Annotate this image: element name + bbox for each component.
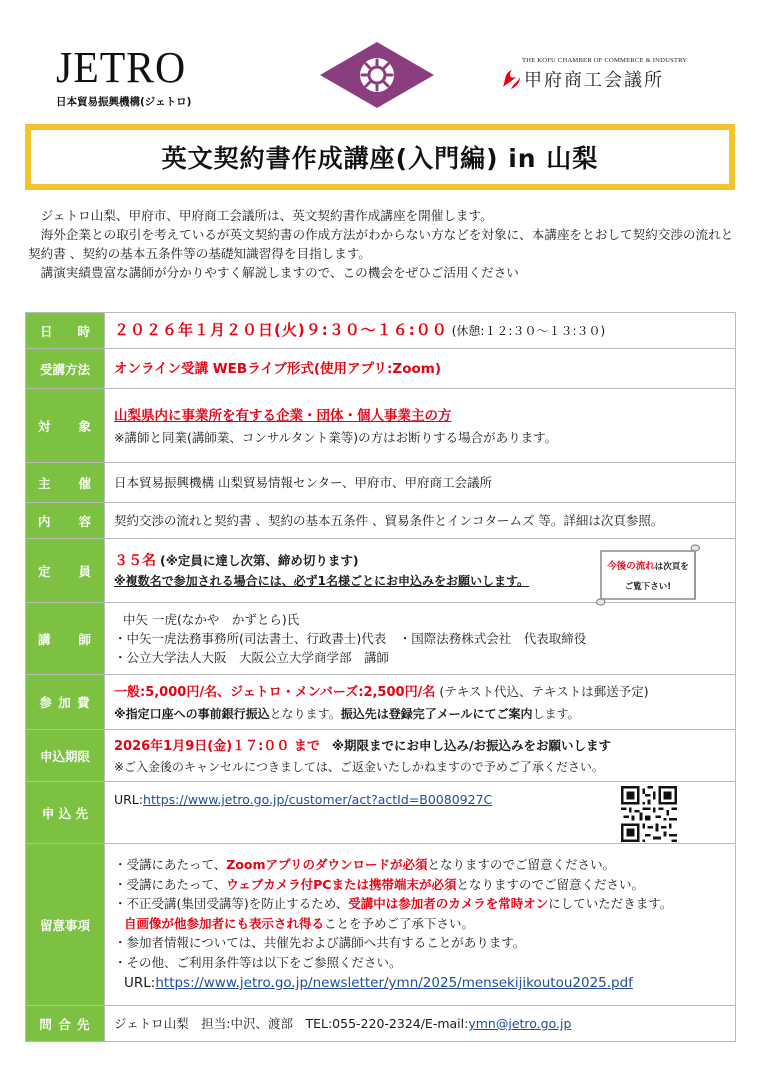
intro-paragraph: 講演実績豊富な講師が分かりやすく解説しますので、この機会をぜひご活用ください <box>40 265 519 280</box>
capacity-count: ３５名 <box>114 553 156 569</box>
label-capacity: 定 員 <box>26 539 105 603</box>
page-title: 英文契約書作成講座(入門編) in 山梨 <box>161 144 599 173</box>
row-lecturer <box>26 603 736 675</box>
label-apply: 申 込 先 <box>26 782 105 844</box>
label-datetime: 日 時 <box>26 313 105 349</box>
kofu-chamber-mark-icon <box>500 67 522 91</box>
row-method <box>26 349 736 389</box>
row-datetime <box>26 313 736 349</box>
organizer-value: 日本貿易振興機構 山梨貿易情報センター、甲府市、甲府商工会議所 <box>105 463 736 503</box>
row-apply <box>26 782 736 844</box>
note-url-prefix: URL: <box>124 975 156 991</box>
row-deadline <box>26 730 736 782</box>
scroll-note-line1b: は次頁を <box>654 562 689 572</box>
row-target <box>26 389 736 463</box>
note-emphasis: 受講中は参加者のカメラを常時オン <box>348 896 549 911</box>
jetro-logo-subtitle: 日本貿易振興機構(ジェトロ) <box>56 96 192 108</box>
fee-price: 一般:5,000円/名、ジェトロ・メンバーズ:2,500円/名 <box>114 685 436 700</box>
contact-text: ジェトロ山梨 担当:中沢、渡部 TEL:055-220-2324/E-mail: <box>114 1016 469 1031</box>
lecturer-affiliation: ・公立大学法人大阪 大阪公立大学商学部 講師 <box>114 650 390 665</box>
label-fee: 参 加 費 <box>26 675 105 730</box>
label-notes: 留意事項 <box>26 844 105 1006</box>
target-main: 山梨県内に事業所を有する企業・団体・個人事業主の方 <box>114 408 452 424</box>
note-url-line <box>114 972 726 994</box>
note-emphasis: Zoomアプリのダウンロードが必須 <box>226 857 428 872</box>
info-table <box>25 312 736 1042</box>
label-lecturer: 講 師 <box>26 603 105 675</box>
scroll-note-line1: 今後の流れ <box>607 561 655 572</box>
intro-text <box>28 206 734 282</box>
fee-payment-info: 振込先は登録完了メールにてご案内 <box>340 707 533 721</box>
intro-paragraph: ジェトロ山梨、甲府市、甲府商工会議所は、英文契約書作成講座を開催します。 <box>40 208 493 223</box>
fee-payment-text: します。 <box>532 707 580 721</box>
capacity-count-note: (※定員に達し次第、締め切ります) <box>159 553 359 568</box>
row-organizer <box>26 463 736 503</box>
note-emphasis: ウェブカメラ付PCまたは携帯端末が必須 <box>226 876 457 892</box>
scroll-note-line2: ご覧下さい! <box>624 582 672 592</box>
contact-email-link[interactable]: ymn@jetro.go.jp <box>468 1016 572 1031</box>
terms-url-link[interactable]: https://www.jetro.go.jp/newsletter/ymn/2025/mensekijikoutou2025.pdf <box>155 975 633 991</box>
deadline-date: 2026年1月9日(金)１７:００ まで <box>114 738 320 754</box>
kofu-city-emblem-icon <box>318 40 436 110</box>
apply-url-link[interactable]: https://www.jetro.go.jp/customer/act?actId=B0080927C <box>143 792 493 807</box>
apply-url-prefix: URL: <box>114 792 144 807</box>
fee-payment-note: ※指定口座への事前銀行振込 <box>114 707 270 721</box>
kofu-chamber-logo <box>500 57 720 92</box>
note-line <box>114 914 726 934</box>
kofu-chamber-japanese-name: 甲府商工会議所 <box>524 70 664 91</box>
row-capacity <box>26 539 736 603</box>
note-line: ・その他、ご利用条件等は以下をご参照ください。 <box>114 954 402 970</box>
intro-paragraph: 海外企業との取引を考えているが英文契約書の作成方法がわからない方などを対象に、本講座をとおして契約交渉の流れと契約書 、契約の基本五条件等の基礎知識習得を目指します。 <box>28 227 734 261</box>
lecturer-affiliation: ・中矢一虎法務事務所(司法書士、行政書士)代表 ・国際法務株式会社 代表取締役 <box>114 631 587 646</box>
row-content <box>26 503 736 539</box>
jetro-logo-word: JETRO <box>56 43 187 92</box>
event-date: ２０２６年１月２０日(火)９:３０〜１６:００ <box>114 320 448 339</box>
note-line <box>114 855 726 875</box>
row-notes <box>26 844 736 1006</box>
lecturer-name: 中矢 一虎(なかや かずとら)氏 <box>123 612 300 627</box>
label-contact: 問 合 先 <box>26 1006 105 1042</box>
deadline-note: ※期限までにお申し込み/お振込みをお願いします <box>331 737 612 753</box>
jetro-logo <box>56 43 206 109</box>
note-text: となりますのでご留意ください。 <box>427 857 616 872</box>
fee-payment-text: となります。 <box>269 707 341 721</box>
label-target: 対 象 <box>26 389 105 463</box>
fee-price-note: (テキスト代込、テキストは郵送予定) <box>439 684 649 699</box>
label-content: 内 容 <box>26 503 105 539</box>
label-deadline: 申込期限 <box>26 730 105 782</box>
label-organizer: 主 催 <box>26 463 105 503</box>
note-text: ことを予めご了承下さい。 <box>324 915 475 931</box>
title-box <box>25 124 735 190</box>
note-text: ・不正受講(集団受講等)を防止するため、 <box>114 896 349 911</box>
qr-code-icon[interactable] <box>621 786 677 842</box>
capacity-note: ※複数名で参加される場合には、必ず1名様ごとにお申込みをお願いします。 <box>114 574 530 588</box>
note-text: ・受講にあたって、 <box>114 857 227 872</box>
deadline-cancel-note: ※ご入金後のキャンセルにつきましては、ご返金いたしかねますので予めご了承ください。 <box>114 759 604 774</box>
break-time: (休憩:１２:３０〜１３:３０) <box>451 323 606 338</box>
kofu-chamber-english-name: THE KOFU CHAMBER OF COMMERCE & INDUSTRY <box>522 57 688 64</box>
note-text: にしていただきます。 <box>548 896 673 911</box>
note-text: となりますのでご留意ください。 <box>456 876 644 892</box>
content-value: 契約交渉の流れと契約書 、契約の基本五条件 、貿易条件とインコタームズ 等。詳細は次頁参照。 <box>105 503 736 539</box>
target-note: ※講師と同業(講師業、コンサルタント業等)の方はお断りする場合があります。 <box>114 430 558 445</box>
note-line <box>114 894 726 914</box>
note-line: ・参加者情報については、共催先および講師へ共有することがあります。 <box>114 935 526 950</box>
next-page-scroll-note <box>593 543 703 607</box>
row-fee <box>26 675 736 730</box>
note-line <box>114 875 726 895</box>
method-value: オンライン受講 WEBライブ形式(使用アプリ:Zoom) <box>114 360 441 377</box>
note-emphasis: 自画像が他参加者にも表示され得る <box>124 915 325 931</box>
note-text: ・受講にあたって、 <box>114 876 227 892</box>
row-contact <box>26 1006 736 1042</box>
label-method: 受講方法 <box>26 349 105 389</box>
